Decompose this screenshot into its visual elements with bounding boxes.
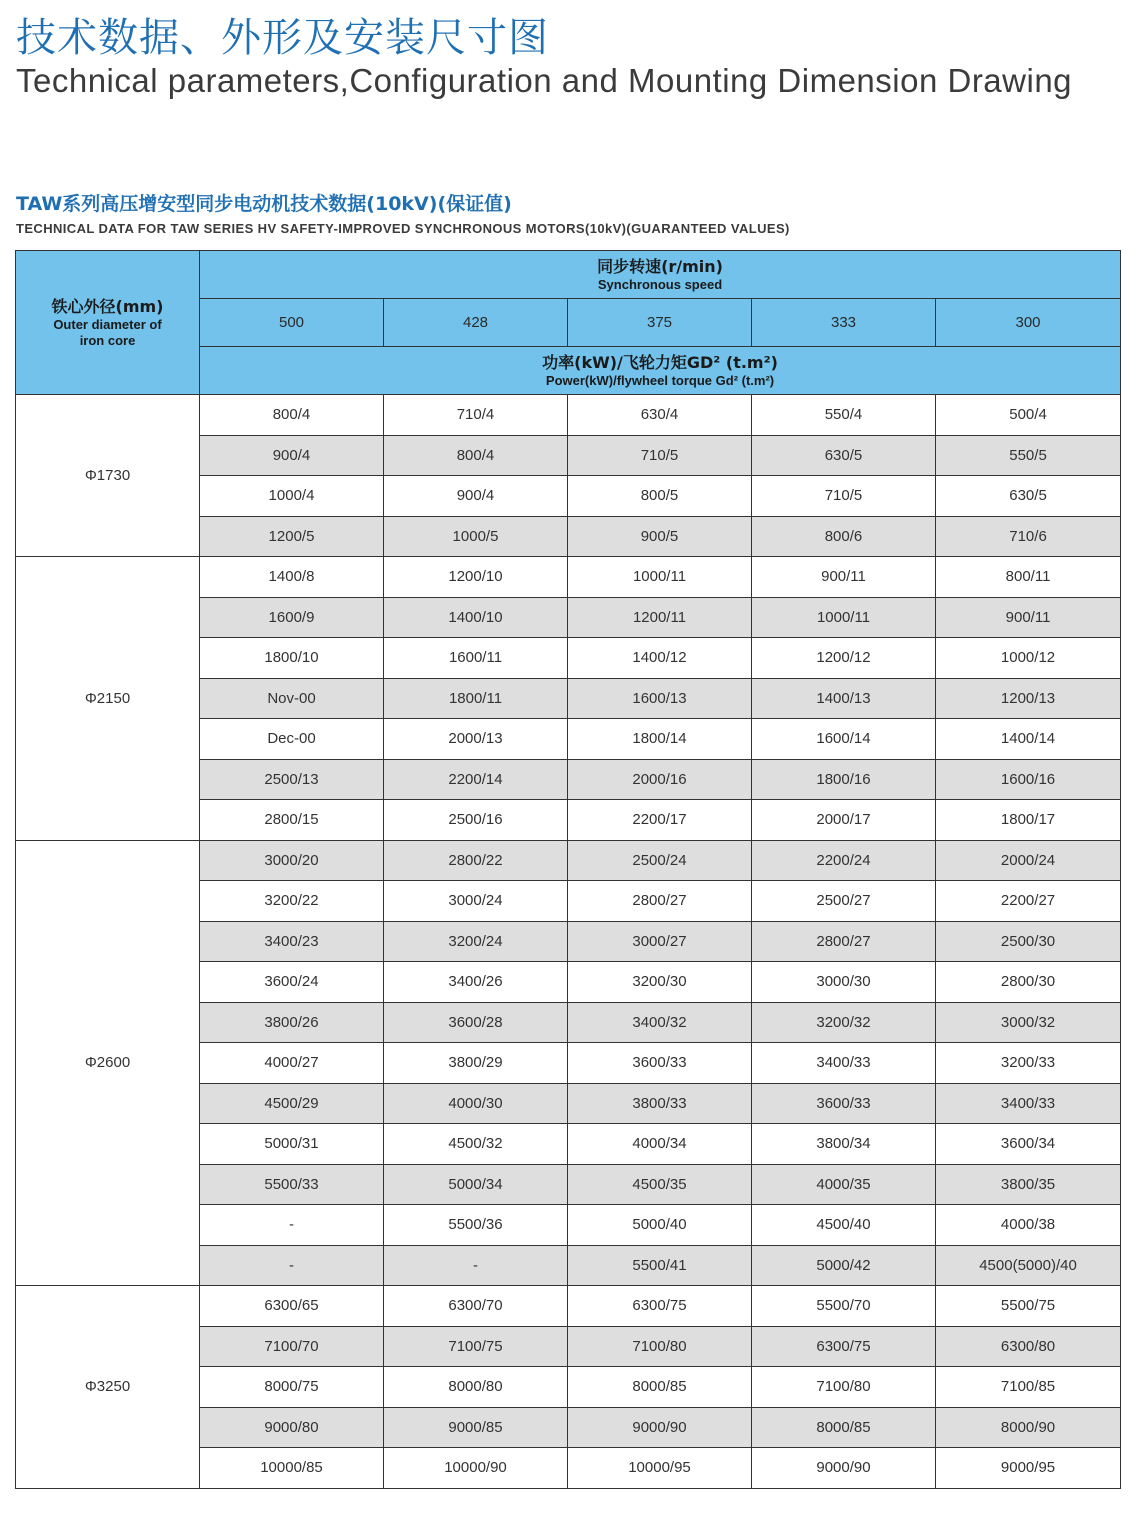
power-gd2-cell: - (200, 1245, 384, 1286)
power-gd2-cell: 710/5 (568, 435, 752, 476)
power-gd2-cell: 800/6 (752, 516, 936, 557)
power-gd2-cell: 4000/34 (568, 1124, 752, 1165)
power-gd2-cell: 3800/33 (568, 1083, 752, 1124)
power-gd2-cell: 3800/26 (200, 1002, 384, 1043)
power-gd2-cell: 7100/80 (752, 1367, 936, 1408)
power-gd2-cell: 2800/30 (936, 962, 1121, 1003)
power-gd2-cell: 6300/70 (384, 1286, 568, 1327)
power-gd2-cell: 2800/27 (752, 921, 936, 962)
power-gd2-cell: 800/4 (200, 395, 384, 436)
power-gd2-cell: 3400/23 (200, 921, 384, 962)
power-gd2-cell: 1800/11 (384, 678, 568, 719)
iron-core-diameter-cell: Φ2600 (16, 840, 200, 1286)
power-gd2-cell: 1600/9 (200, 597, 384, 638)
power-gd2-cell: 2500/13 (200, 759, 384, 800)
power-gd2-cell: 5500/41 (568, 1245, 752, 1286)
speed-header-en: Synchronous speed (597, 276, 723, 292)
power-gd2-cell: 7100/75 (384, 1326, 568, 1367)
power-gd2-cell: 550/5 (936, 435, 1121, 476)
power-gd2-cell: 7100/85 (936, 1367, 1121, 1408)
power-gd2-cell: 710/5 (752, 476, 936, 517)
power-gd2-cell: 1200/5 (200, 516, 384, 557)
table-row (16, 840, 1121, 881)
power-gd2-cell: 1200/11 (568, 597, 752, 638)
power-gd2-cell: 3200/30 (568, 962, 752, 1003)
power-gd2-cell: 3000/24 (384, 881, 568, 922)
power-gd2-cell: 1400/14 (936, 719, 1121, 760)
speed-value: 500 (200, 299, 384, 347)
power-gd2-cell: 3000/30 (752, 962, 936, 1003)
power-gd2-cell: 2200/27 (936, 881, 1121, 922)
power-gd2-cell: - (384, 1245, 568, 1286)
power-gd2-cell: 1800/17 (936, 800, 1121, 841)
power-gd2-cell: 3200/22 (200, 881, 384, 922)
section-title-cn: TAW系列高压增安型同步电动机技术数据(10kV)(保证值) (16, 193, 512, 215)
speed-value: 333 (752, 299, 936, 347)
power-gd2-cell: 710/4 (384, 395, 568, 436)
power-gd2-cell: 3400/33 (752, 1043, 936, 1084)
power-gd2-cell: 1800/14 (568, 719, 752, 760)
power-gd2-cell: 3600/33 (752, 1083, 936, 1124)
power-gd2-cell: 3800/34 (752, 1124, 936, 1165)
iron-core-diameter-cell: Φ1730 (16, 395, 200, 557)
table-row (16, 1286, 1121, 1327)
power-gd2-cell: 1400/13 (752, 678, 936, 719)
speed-header-cn: 同步转速(r/min) (597, 256, 723, 276)
power-gd2-cell: 1200/10 (384, 557, 568, 598)
power-gd2-cell: 3400/26 (384, 962, 568, 1003)
power-gd2-cell: 5500/36 (384, 1205, 568, 1246)
power-gd2-cell: 4500/35 (568, 1164, 752, 1205)
power-gd2-cell: 3200/24 (384, 921, 568, 962)
power-gd2-cell: 1000/11 (752, 597, 936, 638)
power-gd2-cell: 550/4 (752, 395, 936, 436)
power-header-cn: 功率(kW)/飞轮力矩GD² (t.m²) (542, 352, 778, 372)
power-gd2-cell: 6300/75 (752, 1326, 936, 1367)
power-gd2-cell: 630/5 (936, 476, 1121, 517)
power-gd2-cell: 4000/38 (936, 1205, 1121, 1246)
power-gd2-cell: 2500/30 (936, 921, 1121, 962)
power-gd2-cell: 8000/80 (384, 1367, 568, 1408)
power-gd2-cell: 7100/80 (568, 1326, 752, 1367)
power-gd2-cell: 1600/16 (936, 759, 1121, 800)
power-gd2-cell: 1400/12 (568, 638, 752, 679)
power-gd2-cell: - (200, 1205, 384, 1246)
power-gd2-cell: 3600/33 (568, 1043, 752, 1084)
power-gd2-cell: 7100/70 (200, 1326, 384, 1367)
technical-data-table (15, 250, 1121, 1489)
power-gd2-cell: 900/11 (936, 597, 1121, 638)
section-title-en: TECHNICAL DATA FOR TAW SERIES HV SAFETY-IMPROVED SYNCHRONOUS MOTORS(10kV)(GUARANTEED VALUES) (16, 221, 790, 236)
power-gd2-cell: 2800/27 (568, 881, 752, 922)
power-gd2-cell: 4000/27 (200, 1043, 384, 1084)
power-gd2-cell: 800/5 (568, 476, 752, 517)
power-gd2-cell: 5000/42 (752, 1245, 936, 1286)
power-gd2-cell: 1000/5 (384, 516, 568, 557)
power-gd2-cell: 3600/34 (936, 1124, 1121, 1165)
power-gd2-cell: 10000/85 (200, 1448, 384, 1489)
power-gd2-cell: 710/6 (936, 516, 1121, 557)
table-row (16, 395, 1121, 436)
power-gd2-cell: 1200/12 (752, 638, 936, 679)
power-gd2-cell: 2200/17 (568, 800, 752, 841)
power-gd2-cell: 8000/90 (936, 1407, 1121, 1448)
power-gd2-cell: 500/4 (936, 395, 1121, 436)
power-gd2-cell: 9000/95 (936, 1448, 1121, 1489)
power-gd2-cell: 8000/85 (568, 1367, 752, 1408)
power-header-cell (200, 347, 1121, 395)
power-gd2-cell: 6300/75 (568, 1286, 752, 1327)
power-gd2-cell: 4500(5000)/40 (936, 1245, 1121, 1286)
power-gd2-cell: 8000/75 (200, 1367, 384, 1408)
power-gd2-cell: 2000/16 (568, 759, 752, 800)
power-gd2-cell: 800/4 (384, 435, 568, 476)
power-gd2-cell: 5500/70 (752, 1286, 936, 1327)
power-gd2-cell: 630/4 (568, 395, 752, 436)
power-gd2-cell: 2800/15 (200, 800, 384, 841)
power-gd2-cell: 3600/28 (384, 1002, 568, 1043)
power-gd2-cell: 4500/29 (200, 1083, 384, 1124)
power-gd2-cell: 9000/85 (384, 1407, 568, 1448)
power-gd2-cell: 2500/27 (752, 881, 936, 922)
power-gd2-cell: 3200/33 (936, 1043, 1121, 1084)
power-gd2-cell: 2000/13 (384, 719, 568, 760)
power-gd2-cell: 1600/11 (384, 638, 568, 679)
power-gd2-cell: 9000/80 (200, 1407, 384, 1448)
power-gd2-cell: 2000/17 (752, 800, 936, 841)
power-gd2-cell: 2200/24 (752, 840, 936, 881)
page-title-cn: 技术数据、外形及安装尺寸图 (16, 15, 549, 61)
power-gd2-cell: 3800/29 (384, 1043, 568, 1084)
power-gd2-cell: 1000/12 (936, 638, 1121, 679)
power-gd2-cell: 5500/75 (936, 1286, 1121, 1327)
row-header-en-line1: Outer diameter of (53, 316, 162, 332)
row-header-cell (16, 251, 200, 395)
power-gd2-cell: 1200/13 (936, 678, 1121, 719)
power-gd2-cell: 3200/32 (752, 1002, 936, 1043)
speed-value: 428 (384, 299, 568, 347)
power-gd2-cell: 6300/80 (936, 1326, 1121, 1367)
power-gd2-cell: 900/5 (568, 516, 752, 557)
power-header-en: Power(kW)/flywheel torque Gd² (t.m²) (545, 372, 775, 388)
power-gd2-cell: 5000/40 (568, 1205, 752, 1246)
speed-header-cell (200, 251, 1121, 299)
iron-core-diameter-cell: Φ3250 (16, 1286, 200, 1489)
power-gd2-cell: 3400/32 (568, 1002, 752, 1043)
table-row (16, 557, 1121, 598)
power-gd2-cell: 4500/40 (752, 1205, 936, 1246)
speed-value: 300 (936, 299, 1121, 347)
power-gd2-cell: 2200/14 (384, 759, 568, 800)
power-gd2-cell: 1800/16 (752, 759, 936, 800)
power-gd2-cell: 1400/10 (384, 597, 568, 638)
power-gd2-cell: 6300/65 (200, 1286, 384, 1327)
speed-value: 375 (568, 299, 752, 347)
power-gd2-cell: 9000/90 (568, 1407, 752, 1448)
power-gd2-cell: 3000/32 (936, 1002, 1121, 1043)
power-gd2-cell: 630/5 (752, 435, 936, 476)
power-gd2-cell: 9000/90 (752, 1448, 936, 1489)
power-gd2-cell: 1000/11 (568, 557, 752, 598)
power-gd2-cell: 4000/30 (384, 1083, 568, 1124)
power-gd2-cell: 3400/33 (936, 1083, 1121, 1124)
power-gd2-cell: 1600/13 (568, 678, 752, 719)
power-gd2-cell: 4000/35 (752, 1164, 936, 1205)
power-gd2-cell: Nov-00 (200, 678, 384, 719)
power-gd2-cell: 3600/24 (200, 962, 384, 1003)
power-gd2-cell: Dec-00 (200, 719, 384, 760)
row-header-en-line2: iron core (79, 332, 136, 348)
power-gd2-cell: 1000/4 (200, 476, 384, 517)
power-gd2-cell: 800/11 (936, 557, 1121, 598)
power-gd2-cell: 5000/34 (384, 1164, 568, 1205)
power-gd2-cell: 4500/32 (384, 1124, 568, 1165)
power-gd2-cell: 2800/22 (384, 840, 568, 881)
power-gd2-cell: 1400/8 (200, 557, 384, 598)
power-gd2-cell: 3000/20 (200, 840, 384, 881)
power-gd2-cell: 10000/90 (384, 1448, 568, 1489)
power-gd2-cell: 1800/10 (200, 638, 384, 679)
power-gd2-cell: 900/4 (200, 435, 384, 476)
power-gd2-cell: 1600/14 (752, 719, 936, 760)
power-gd2-cell: 5500/33 (200, 1164, 384, 1205)
row-header-cn: 铁心外径(mm) (51, 296, 164, 316)
power-gd2-cell: 3000/27 (568, 921, 752, 962)
table-body (16, 395, 1121, 1489)
iron-core-diameter-cell: Φ2150 (16, 557, 200, 841)
power-gd2-cell: 3800/35 (936, 1164, 1121, 1205)
power-gd2-cell: 900/11 (752, 557, 936, 598)
power-gd2-cell: 2000/24 (936, 840, 1121, 881)
power-gd2-cell: 2500/24 (568, 840, 752, 881)
power-gd2-cell: 900/4 (384, 476, 568, 517)
power-gd2-cell: 5000/31 (200, 1124, 384, 1165)
power-gd2-cell: 10000/95 (568, 1448, 752, 1489)
page-title-en: Technical parameters,Configuration and Mounting Dimension Drawing (16, 62, 1073, 99)
power-gd2-cell: 8000/85 (752, 1407, 936, 1448)
power-gd2-cell: 2500/16 (384, 800, 568, 841)
